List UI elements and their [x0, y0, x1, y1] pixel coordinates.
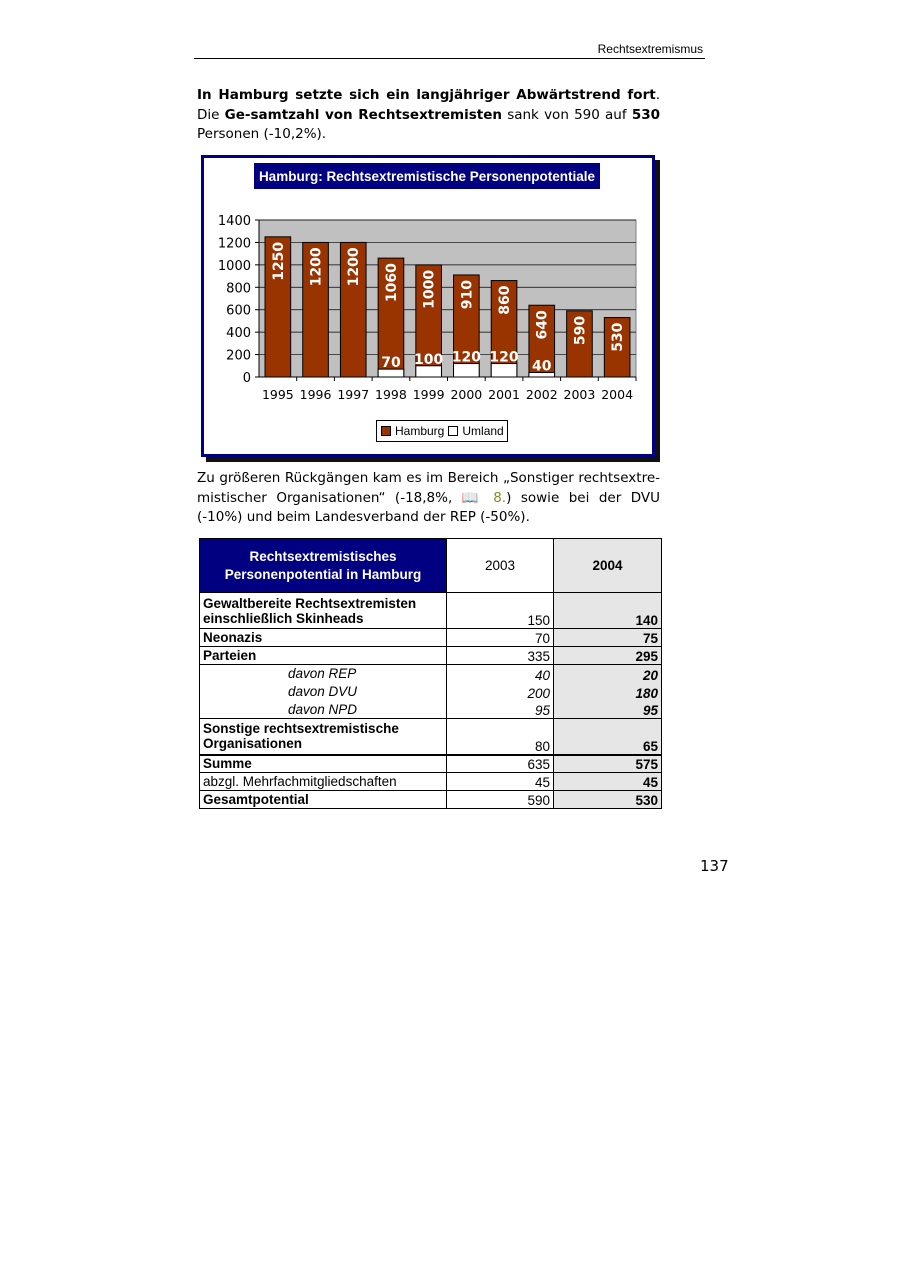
chart-legend — [376, 420, 508, 442]
data-label-hamburg-1996: 1200 — [308, 247, 325, 287]
row-value-2004: 20 — [554, 665, 662, 683]
row-label: Summe — [200, 755, 447, 773]
intro-bold-1: In Hamburg setzte sich ein langjähriger Abwärtstrend fort — [197, 87, 656, 103]
table-row — [200, 755, 662, 773]
row-label: Gewaltbereite Rechtsextremisten einschließlich Skinheads — [200, 593, 447, 629]
row-label: Neonazis — [200, 629, 447, 647]
data-label-hamburg-1995: 1250 — [270, 241, 287, 281]
row-label: davon NPD — [200, 701, 447, 719]
intro-text-2: sank von 590 auf — [502, 106, 632, 123]
chart-title: Hamburg: Rechtsextremistische Personenpotentiale — [254, 163, 600, 189]
potential-table — [199, 538, 662, 809]
data-label-hamburg-1997: 1200 — [346, 247, 363, 287]
row-value-2004: 530 — [554, 791, 662, 809]
bar-umland-2000 — [454, 364, 480, 377]
data-label-hamburg-1998: 1060 — [383, 263, 400, 303]
row-value-2003: 40 — [447, 665, 554, 683]
data-label-hamburg-1999: 1000 — [421, 269, 438, 309]
row-value-2004: 140 — [554, 593, 662, 629]
row-value-2003: 635 — [447, 755, 554, 773]
para2-text: Zu größeren Rückgängen kam es im Bereich „Sonstiger rechtsextre-mistischer Organisationen“ (-18,8%, — [197, 470, 660, 506]
row-value-2003: 45 — [447, 773, 554, 791]
x-tick-label: 2003 — [563, 387, 596, 402]
row-value-2003: 80 — [447, 719, 554, 755]
row-value-2004: 75 — [554, 629, 662, 647]
x-tick-label: 2000 — [450, 387, 483, 402]
second-paragraph — [197, 469, 660, 528]
x-tick-label: 1999 — [412, 387, 445, 402]
data-label-hamburg-2004: 530 — [610, 322, 627, 352]
x-tick-label: 2002 — [525, 387, 558, 402]
row-value-2003: 95 — [447, 701, 554, 719]
row-value-2004: 95 — [554, 701, 662, 719]
running-title: Rechtsextremismus — [597, 42, 703, 56]
intro-bold-3: 530 — [631, 106, 660, 123]
y-tick-label: 0 — [242, 371, 251, 386]
intro-text-3: Personen (-10,2%). — [197, 126, 327, 142]
y-tick-label: 1400 — [217, 214, 251, 229]
row-value-2004: 45 — [554, 773, 662, 791]
y-tick-label: 1200 — [217, 236, 251, 252]
x-tick-label: 1995 — [261, 387, 294, 402]
chapter-reference-link[interactable]: 8. — [493, 489, 507, 506]
y-tick-label: 600 — [226, 303, 251, 319]
table-row — [200, 773, 662, 791]
intro-text-1: . Die — [197, 87, 660, 123]
row-label: Gesamtpotential — [200, 791, 447, 809]
table-header-2003: 2003 — [447, 539, 554, 593]
y-tick-label: 800 — [226, 281, 251, 297]
intro-bold-2: Ge-samtzahl von Rechtsextremisten — [224, 106, 502, 123]
data-label-hamburg-2002: 640 — [534, 310, 551, 340]
data-label-umland-2001: 120 — [489, 349, 519, 366]
table-header-title: Rechtsextremistisches Personenpotential in Hamburg — [200, 539, 447, 593]
row-value-2003: 150 — [447, 593, 554, 629]
row-value-2003: 70 — [447, 629, 554, 647]
row-value-2004: 575 — [554, 755, 662, 773]
data-label-hamburg-2000: 910 — [459, 279, 476, 310]
row-label: davon DVU — [200, 683, 447, 701]
row-value-2004: 295 — [554, 647, 662, 665]
row-label: Parteien — [200, 647, 447, 665]
x-tick-label: 2004 — [601, 387, 634, 402]
bar-chart — [0, 0, 900, 460]
legend-swatch-umland — [448, 426, 458, 436]
x-tick-label: 1997 — [337, 387, 370, 402]
page-number: 137 — [700, 857, 729, 875]
row-label: davon REP — [200, 665, 447, 683]
data-label-hamburg-2003: 590 — [572, 315, 589, 346]
bar-umland-2001 — [491, 364, 517, 377]
y-tick-label: 200 — [226, 348, 251, 364]
row-value-2003: 590 — [447, 791, 554, 809]
legend-label-umland: Umland — [462, 424, 504, 438]
table-row — [200, 791, 662, 809]
para2-text-after: ) sowie bei der DVU (-10%) und beim Landesverband der REP (-50%). — [197, 489, 661, 525]
row-value-2003: 335 — [447, 647, 554, 665]
data-label-umland-2002: 40 — [532, 358, 552, 375]
data-label-hamburg-2001: 860 — [497, 285, 514, 315]
row-label: abzgl. Mehrfachmitgliedschaften — [200, 773, 447, 791]
data-label-umland-1999: 100 — [414, 351, 444, 368]
table-header-row — [200, 539, 662, 593]
x-tick-label: 1998 — [375, 387, 407, 402]
y-tick-label: 1000 — [217, 258, 251, 274]
data-label-umland-1998: 70 — [381, 355, 401, 372]
table-row — [200, 593, 662, 629]
row-value-2003: 200 — [447, 683, 554, 701]
row-value-2004: 65 — [554, 719, 662, 755]
y-tick-label: 400 — [226, 326, 251, 342]
row-label: Sonstige rechtsextremistische Organisationen — [200, 719, 447, 755]
x-tick-label: 1996 — [299, 387, 332, 402]
table-row — [200, 701, 662, 719]
book-icon: 📖 — [461, 489, 494, 506]
table-row — [200, 719, 662, 755]
legend-label-hamburg: Hamburg — [395, 424, 445, 438]
row-value-2004: 180 — [554, 683, 662, 701]
table-row — [200, 647, 662, 665]
table-row — [200, 665, 662, 683]
table-row — [200, 683, 662, 701]
table-row — [200, 629, 662, 647]
legend-swatch-hamburg — [381, 426, 391, 436]
table-header-2004: 2004 — [554, 539, 662, 593]
data-label-umland-2000: 120 — [451, 349, 481, 366]
x-tick-label: 2001 — [488, 387, 520, 402]
